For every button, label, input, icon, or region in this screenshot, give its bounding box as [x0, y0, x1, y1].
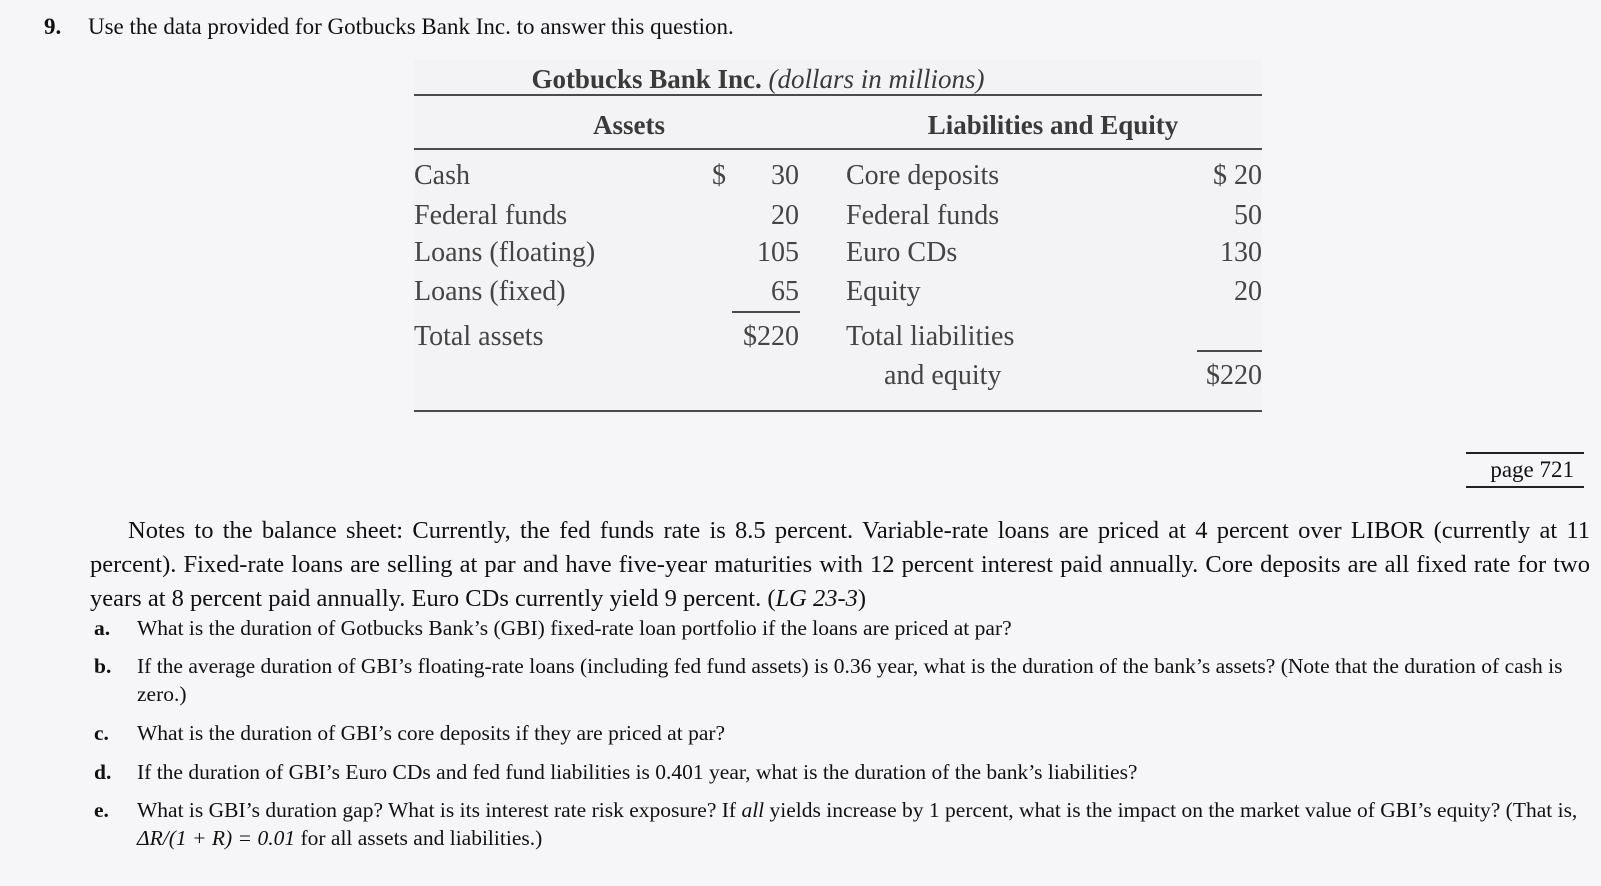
asset-value: 20 [771, 200, 799, 231]
asset-label: Federal funds [414, 200, 568, 231]
total-assets-value: $220 [743, 321, 799, 352]
part-label: a. [94, 616, 111, 640]
part-label: d. [94, 760, 112, 784]
part-label: e. [94, 798, 109, 822]
notes-paragraph: Notes to the balance sheet: Currently, the fed funds rate is 8.5 percent. Variable-rate loans are priced at 4 percent over LIBOR (currently at 11 percent). Fixed-rate loans are selling at par and have five-year maturities with 12 percent interest paid annually. Core deposits are all fixed rate for two years at 8 percent paid annually. Euro CDs currently yield 9 percent. (LG 23-3) [90, 517, 1590, 612]
liability-value: 20 [1234, 276, 1262, 307]
part-text: If the duration of GBI’s Euro CDs and fed fund liabilities is 0.401 year, what is the duration of the bank’s liabilities? [137, 760, 1138, 784]
formula: ΔR/(1 + R) = 0.01 [137, 826, 296, 850]
asset-value: 105 [757, 237, 799, 268]
asset-dollar-sign: $ [712, 160, 726, 191]
liability-value: 50 [1234, 200, 1262, 231]
total-liabilities-label-line1: Total liabilities [846, 321, 1015, 352]
liability-value: 130 [1220, 237, 1262, 268]
asset-value: 30 [771, 160, 799, 191]
liabilities-subtotal-rule [1197, 350, 1262, 352]
balance-sheet-table [414, 60, 1262, 414]
question-part-a [94, 614, 1584, 642]
part-text [137, 796, 1584, 852]
title-rule [414, 94, 1262, 96]
asset-label: Loans (floating) [414, 237, 596, 268]
part-text: What is the duration of Gotbucks Bank’s (GBI) fixed-rate loan portfolio if the loans are priced at par? [137, 616, 1012, 640]
part-label: c. [94, 721, 109, 745]
liability-value: $ 20 [1213, 160, 1262, 191]
liabilities-header: Liabilities and Equity [927, 110, 1179, 140]
asset-label: Loans (fixed) [414, 276, 566, 307]
bank-name: Gotbucks Bank Inc. [531, 64, 762, 94]
part-text-emphasis: all [741, 798, 765, 822]
liability-label: Core deposits [846, 160, 1000, 191]
total-liabilities-label-line2: and equity [884, 360, 1002, 391]
bottom-rule [414, 410, 1262, 412]
assets-header: Assets [593, 110, 665, 140]
liability-label: Federal funds [846, 200, 1000, 231]
question-part-d [94, 758, 1584, 786]
part-text: What is the duration of GBI’s core deposits if they are priced at par? [137, 721, 726, 745]
question-number: 9. [44, 14, 62, 39]
page-marker: page 721 [1466, 452, 1584, 488]
notes-text: Notes to the balance sheet: Currently, the fed funds rate is 8.5 percent. Variable-rate loans are priced at 4 percent over LIBOR (currently at 11 percent). Fixed-rate loans are selling at par and have five-year maturities with 12 percent interest paid annually. Core deposits are all fixed rate for two years at 8 percent paid annually. Euro CDs currently yield 9 percent. [90, 517, 1590, 612]
part-label: b. [94, 654, 112, 678]
question-part-c [94, 719, 1584, 747]
asset-value: 65 [771, 276, 799, 307]
liability-label: Euro CDs [846, 237, 958, 268]
header-rule [414, 148, 1262, 150]
total-assets-label: Total assets [414, 321, 544, 352]
assets-subtotal-rule [732, 311, 800, 313]
table-title [414, 64, 1102, 95]
learning-goal-ref: LG 23-3 [775, 585, 858, 612]
part-text-segment: for all assets and liabilities.) [300, 826, 543, 850]
total-liabilities-value: $220 [1206, 360, 1262, 391]
part-text-segment: What is GBI’s duration gap? What is its interest rate risk exposure? If [137, 798, 737, 822]
question-part-b [94, 652, 1584, 708]
question-part-e [94, 796, 1584, 852]
question-text: Use the data provided for Gotbucks Bank Inc. to answer this question. [88, 14, 734, 39]
table-units: (dollars in millions) [768, 64, 985, 94]
question-heading [44, 12, 734, 42]
part-text: If the average duration of GBI’s floating-rate loans (including fed fund assets) is 0.36 year, what is the duration of the bank’s assets? (Note that the duration of cash is zero.) [137, 654, 1563, 706]
asset-label: Cash [414, 160, 470, 191]
liability-label: Equity [846, 276, 921, 307]
part-text-segment: yields increase by 1 percent, what is the impact on the market value of GBI’s equity? (That is, [769, 798, 1578, 822]
